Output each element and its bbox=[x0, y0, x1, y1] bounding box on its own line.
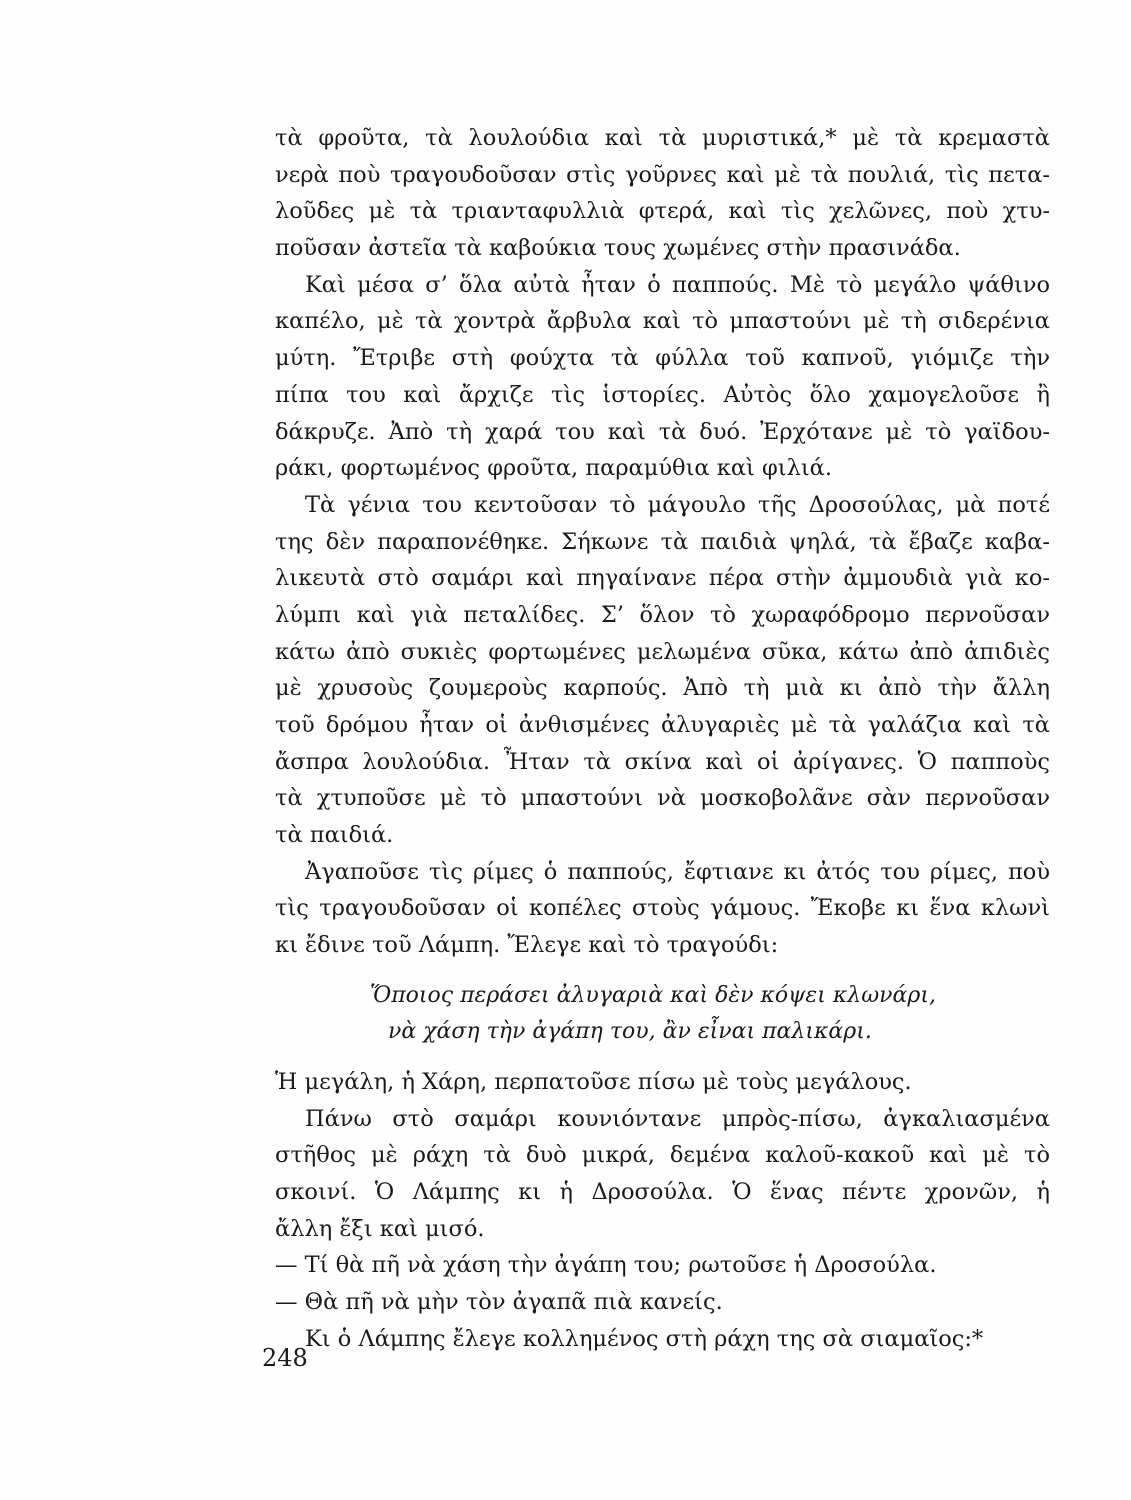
text-line: σκοινί. Ὁ Λάμπης κι ἡ Δροσούλα. Ὁ ἕνας πέντε χρονῶν, ἡ bbox=[275, 1178, 1050, 1205]
dialogue-line: — Θὰ πῆ νὰ μὴν τὸν ἀγαπᾶ πιὰ κανείς. bbox=[275, 1288, 723, 1315]
text-line: ἄσπρα λουλούδια. Ἦταν τὰ σκίνα καὶ οἱ ἀρίγανες. Ὁ παπποὺς bbox=[275, 748, 1050, 775]
text-line: τὰ παιδιά. bbox=[275, 822, 394, 849]
text-line: καπέλο, μὲ τὰ χοντρὰ ἄρβυλα καὶ τὸ μπαστούνι μὲ τὴ σιδερένια bbox=[275, 308, 1050, 335]
text-line: λοῦδες μὲ τὰ τριανταφυλλιὰ φτερά, καὶ τὶς χελῶνες, ποὺ χτυ- bbox=[275, 198, 1050, 225]
text-line: Ἡ μεγάλη, ἡ Χάρη, περπατοῦσε πίσω μὲ τοὺς μεγάλους. bbox=[275, 1068, 912, 1095]
text-line: κι ἔδινε τοῦ Λάμπη. Ἔλεγε καὶ τὸ τραγούδι: bbox=[275, 932, 779, 959]
text-line: πίπα του καὶ ἄρχιζε τὶς ἱστορίες. Αὐτὸς ὅλο χαμογελοῦσε ἢ bbox=[275, 381, 1050, 408]
text-line: τοῦ δρόμου ἦταν οἱ ἀνθισμένες ἀλυγαριὲς μὲ τὰ γαλάζια καὶ τὰ bbox=[275, 712, 1050, 738]
text-line: Τὰ γένια του κεντοῦσαν τὸ μάγουλο τῆς Δροσούλας, μὰ ποτέ bbox=[305, 491, 1050, 518]
text-line: Ἀγαποῦσε τὶς ρίμες ὁ παππούς, ἔφτιανε κι ἀτός του ρίμες, ποὺ bbox=[305, 858, 1050, 885]
body-text bbox=[275, 120, 1050, 1357]
text-line: ποῦσαν ἀστεῖα τὰ καβούκια τους χωμένες στὴν πρασινάδα. bbox=[275, 235, 961, 262]
dialogue-line: — Τί θὰ πῆ νὰ χάση τὴν ἀγάπη του; ρωτοῦσε ἡ Δροσούλα. bbox=[275, 1252, 937, 1279]
text-line: μύτη. Ἔτριβε στὴ φούχτα τὰ φύλλα τοῦ καπνοῦ, γιόμιζε τὴν bbox=[275, 345, 1050, 372]
text-line: τὰ φροῦτα, τὰ λουλούδια καὶ τὰ μυριστικά,* μὲ τὰ κρεμαστὰ bbox=[275, 125, 1050, 151]
text-line: τὶς τραγουδοῦσαν οἱ κοπέλες στοὺς γάμους. Ἔκοβε κι ἕνα κλωνὶ bbox=[275, 895, 1050, 922]
text-line: λικευτὰ στὸ σαμάρι καὶ πηγαίνανε πέρα στὴν ἀμμουδιὰ γιὰ κο- bbox=[275, 565, 1050, 592]
text-line: κάτω ἀπὸ συκιὲς φορτωμένες μελωμένα σῦκα, κάτω ἀπὸ ἀπιδιὲς bbox=[275, 638, 1050, 665]
text-line: τὰ χτυποῦσε μὲ τὸ μπαστούνι νὰ μοσκοβολᾶνε σὰν περνοῦσαν bbox=[275, 785, 1050, 812]
text-line: Καὶ μέσα σ’ ὅλα αὐτὰ ἦταν ὁ παππούς. Μὲ τὸ μεγάλο ψάθινο bbox=[305, 271, 1050, 298]
text-line: νερὰ ποὺ τραγουδοῦσαν στὶς γοῦρνες καὶ μὲ τὰ πουλιά, τὶς πετα- bbox=[275, 161, 1050, 188]
text-line: μὲ χρυσοὺς ζουμεροὺς καρπούς. Ἀπὸ τὴ μιὰ κι ἀπὸ τὴν ἄλλη bbox=[275, 675, 1050, 702]
text-line: στῆθος μὲ ράχη τὰ δυὸ μικρά, δεμένα καλοῦ-κακοῦ καὶ μὲ τὸ bbox=[275, 1142, 1050, 1169]
page-number: 248 bbox=[262, 1344, 308, 1372]
text-line: ράκι, φορτωμένος φροῦτα, παραμύθια καὶ φιλιά. bbox=[275, 455, 832, 482]
text-line: δάκρυζε. Ἀπὸ τὴ χαρά του καὶ τὰ δυό. Ἐρχότανε μὲ τὸ γαϊδου- bbox=[275, 418, 1050, 445]
text-line: λύμπι καὶ γιὰ πεταλίδες. Σ’ ὅλον τὸ χωραφόδρομο περνοῦσαν bbox=[275, 601, 1050, 628]
text-line: ἄλλη ἔξι καὶ μισό. bbox=[275, 1215, 485, 1242]
verse-line: Ὅποιος περάσει ἀλυγαριὰ καὶ δὲν κόψει κλωνάρι, bbox=[370, 982, 936, 1008]
text-line: Πάνω στὸ σαμάρι κουνιόντανε μπρὸς-πίσω, ἀγκαλιασμένα bbox=[305, 1105, 1050, 1132]
text-line: Κι ὁ Λάμπης ἔλεγε κολλημένος στὴ ράχη της σὰ σιαμαῖος:* bbox=[305, 1325, 984, 1352]
verse-line: νὰ χάση τὴν ἀγάπη του, ἂν εἶναι παλικάρι. bbox=[388, 1018, 872, 1044]
text-line: της δὲν παραπονέθηκε. Σήκωνε τὰ παιδιὰ ψηλά, τὰ ἔβαζε καβα- bbox=[275, 528, 1050, 555]
